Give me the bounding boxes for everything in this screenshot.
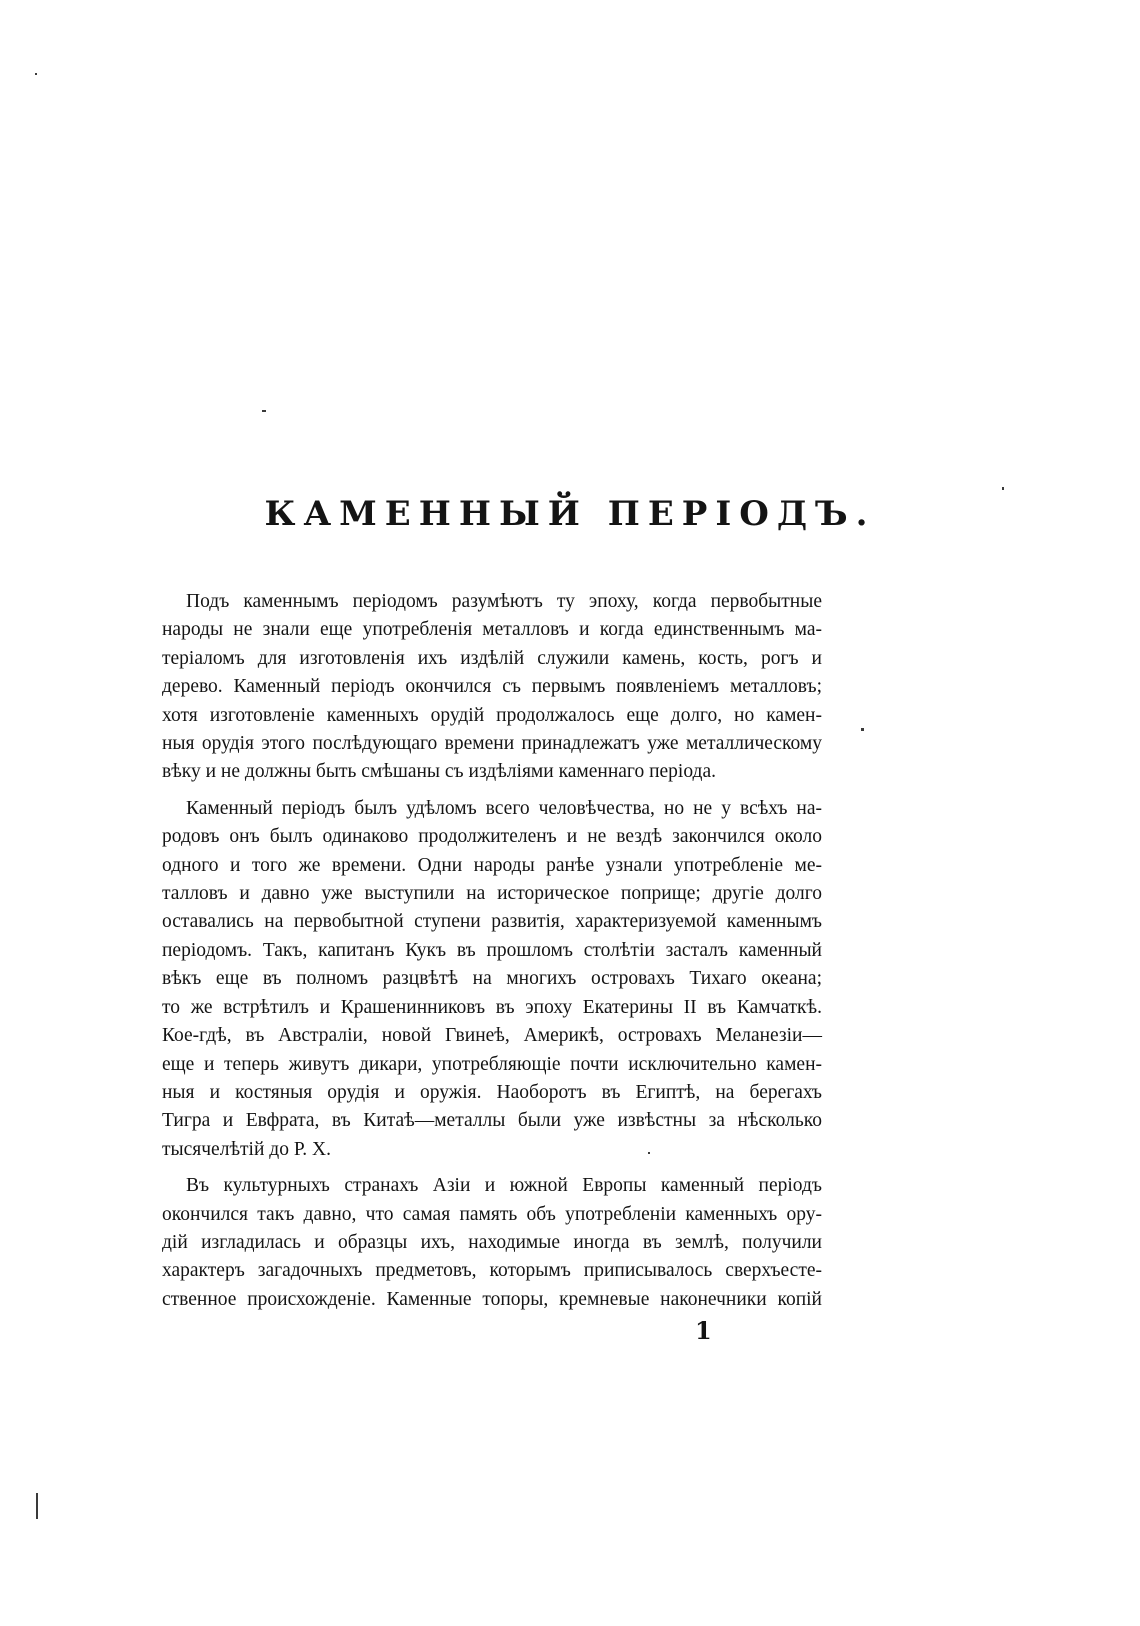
scan-speck [262,410,266,412]
paragraph-2 [162,795,822,1164]
paragraph-3 [162,1172,822,1314]
text-line: Каменный періодъ былъ удѣломъ всего человѣчества, но не у всѣхъ на- [186,797,822,819]
text-line: талловъ и давно уже выступили на историческое поприще; другіе долго [162,883,822,905]
text-line: Подъ каменнымъ періодомъ разумѣютъ ту эпоху, когда первобытные [186,591,822,612]
text-line: Въ культурныхъ странахъ Азіи и южной Европы каменный періодъ [186,1175,822,1197]
text-line: народы не знали еще употребленія металловъ и когда единственнымъ ма- [162,619,822,641]
text-line: дій изгладилась и образцы ихъ, находимые иногда въ землѣ, получили [162,1231,822,1253]
scan-speck [36,1493,38,1519]
text-line: ныя орудія этого послѣдующаго времени принадлежатъ уже металлическому [162,733,822,755]
text-line: хотя изготовленіе каменныхъ орудій продолжалось еще долго, но камен- [162,704,822,726]
text-line: Тигра и Евфрата, въ Китаѣ—металлы были уже извѣстны за нѣсколько [162,1110,822,1132]
text-line: родовъ онъ былъ одинаково продолжителенъ и не вездѣ закончился около [162,826,822,848]
text-line: ныя и костяныя орудія и оружія. Наоборотъ въ Египтѣ, на берегахъ [162,1081,822,1103]
text-line: характеръ загадочныхъ предметовъ, которымъ приписывалось сверхъесте- [162,1260,822,1282]
text-line: одного и того же времени. Одни народы ранѣе узнали употребленіе ме- [162,854,822,876]
text-line: Кое-гдѣ, въ Австраліи, новой Гвинеѣ, Америкѣ, островахъ Меланезіи— [162,1025,822,1047]
text-line: ственное происхожденіе. Каменные топоры, кремневые наконечники копій [162,1288,822,1310]
text-line: дерево. Каменный періодъ окончился съ первымъ появленіемъ металловъ; [162,676,822,698]
text-line: вѣкъ еще въ полномъ разцвѣтѣ на многихъ островахъ Тихаго океана; [162,968,822,990]
text-line: періодомъ. Такъ, капитанъ Кукъ въ прошломъ столѣтіи засталъ каменный [162,939,822,961]
text-line: то же встрѣтилъ и Крашенинниковъ въ эпоху Екатерины II въ Камчаткѣ. [162,996,822,1018]
text-line: оставались на первобытной ступени развитія, характеризуемой каменнымъ [162,911,822,933]
chapter-title: КАМЕННЫЙ ПЕРІОДЪ. [264,494,876,534]
text-line: окончился такъ давно, что самая память объ употребленіи каменныхъ ору- [162,1203,822,1225]
body-text [162,588,822,1314]
text-line: вѣку и не должны быть смѣшаны съ издѣліями каменнаго періода. [162,761,716,783]
scan-speck [1002,487,1004,490]
text-line: теріаломъ для изготовленія ихъ издѣлій служили камень, кость, рогъ и [162,647,822,669]
scan-speck [35,73,37,75]
scan-speck [861,728,864,731]
paragraph-1 [162,588,822,787]
text-line: еще и теперь живутъ дикари, употребляющіе почти исключительно камен- [162,1053,822,1075]
page-number: 1 [695,1316,712,1345]
text-line: тысячелѣтій до Р. Х. [162,1138,331,1160]
